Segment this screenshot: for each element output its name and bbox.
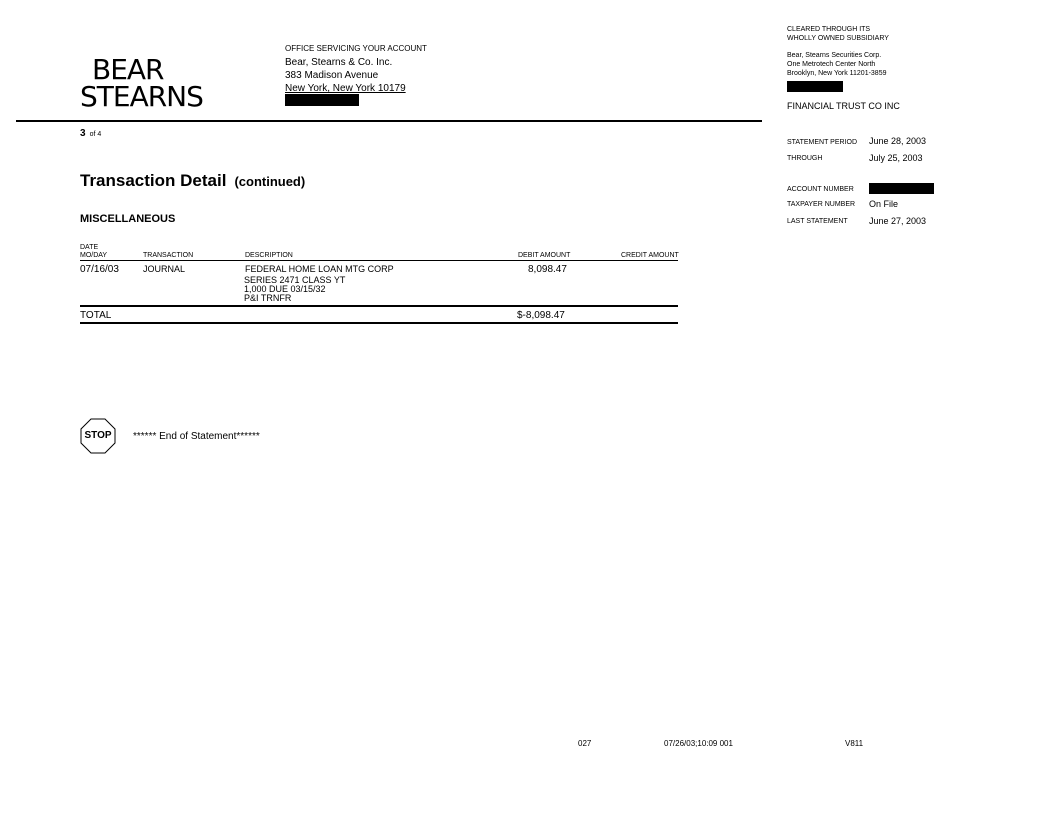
office-street: 383 Madison Avenue: [285, 70, 379, 81]
office-header: OFFICE SERVICING YOUR ACCOUNT: [285, 44, 427, 53]
page-number: [80, 128, 101, 139]
row-description: FEDERAL HOME LOAN MTG CORP: [245, 264, 394, 274]
clearing-city: Brooklyn, New York 11201-3859: [787, 70, 887, 77]
office-name: Bear, Stearns & Co. Inc.: [285, 57, 393, 68]
redacted-clearing: [787, 81, 843, 92]
last-statement-label: LAST STATEMENT: [787, 218, 848, 225]
redacted-phone: [285, 94, 359, 106]
col-debit: DEBIT AMOUNT: [518, 252, 571, 259]
footer-code-1: 027: [578, 739, 592, 748]
taxpayer-label: TAXPAYER NUMBER: [787, 201, 856, 208]
header-divider: [16, 120, 762, 122]
through-label: THROUGH: [787, 155, 823, 162]
total-top-rule: [80, 305, 678, 307]
row-transaction: JOURNAL: [143, 264, 186, 274]
logo-line-1: BEAR: [92, 53, 164, 86]
bear-stearns-logo: [80, 53, 203, 113]
statement-period-label: STATEMENT PERIOD: [787, 139, 858, 146]
stop-sign-icon: [80, 418, 116, 454]
clearing-line-1: CLEARED THROUGH ITS: [787, 26, 871, 33]
section-heading: MISCELLANEOUS: [80, 213, 176, 225]
page-of: of 4: [89, 131, 102, 138]
office-city: New York, New York 10179: [285, 83, 406, 94]
redacted-account-number: [869, 183, 934, 194]
total-bottom-rule: [80, 322, 678, 324]
footer-code-2: V811: [845, 739, 864, 748]
footer-timestamp: 07/26/03;10:09 001: [664, 739, 733, 748]
table-header-rule: [80, 260, 678, 261]
row-description-line-1: SERIES 2471 CLASS YT: [244, 275, 346, 285]
account-holder: FINANCIAL TRUST CO INC: [787, 101, 900, 111]
total-label: TOTAL: [80, 310, 112, 321]
col-transaction: TRANSACTION: [143, 252, 194, 259]
row-date: 07/16/03: [80, 264, 119, 275]
row-debit: 8,098.47: [528, 264, 567, 275]
statement-period-value: June 28, 2003: [869, 136, 927, 146]
last-statement-value: June 27, 2003: [869, 216, 927, 226]
title-continued: (continued): [234, 174, 306, 189]
end-of-statement: ****** End of Statement******: [133, 431, 260, 442]
col-date-bottom: MO/DAY: [80, 252, 108, 259]
row-description-line-2: 1,000 DUE 03/15/32: [244, 284, 326, 294]
page-current: 3: [80, 128, 86, 139]
clearing-line-2: WHOLLY OWNED SUBSIDIARY: [787, 35, 889, 42]
page-title: [80, 171, 305, 191]
col-description: DESCRIPTION: [245, 252, 293, 259]
clearing-name: Bear, Stearns Securities Corp.: [787, 52, 882, 59]
through-value: July 25, 2003: [869, 153, 923, 163]
taxpayer-value: On File: [869, 199, 899, 209]
account-number-label: ACCOUNT NUMBER: [787, 186, 854, 193]
clearing-street: One Metrotech Center North: [787, 61, 876, 68]
col-credit: CREDIT AMOUNT: [621, 252, 679, 259]
logo-line-2: STEARNS: [80, 80, 203, 113]
title-main: Transaction Detail: [80, 171, 227, 190]
total-debit: $-8,098.47: [517, 310, 565, 321]
row-description-line-3: P&I TRNFR: [244, 293, 292, 303]
col-date-top: DATE: [80, 244, 99, 251]
stop-sign-text: STOP: [84, 430, 112, 441]
